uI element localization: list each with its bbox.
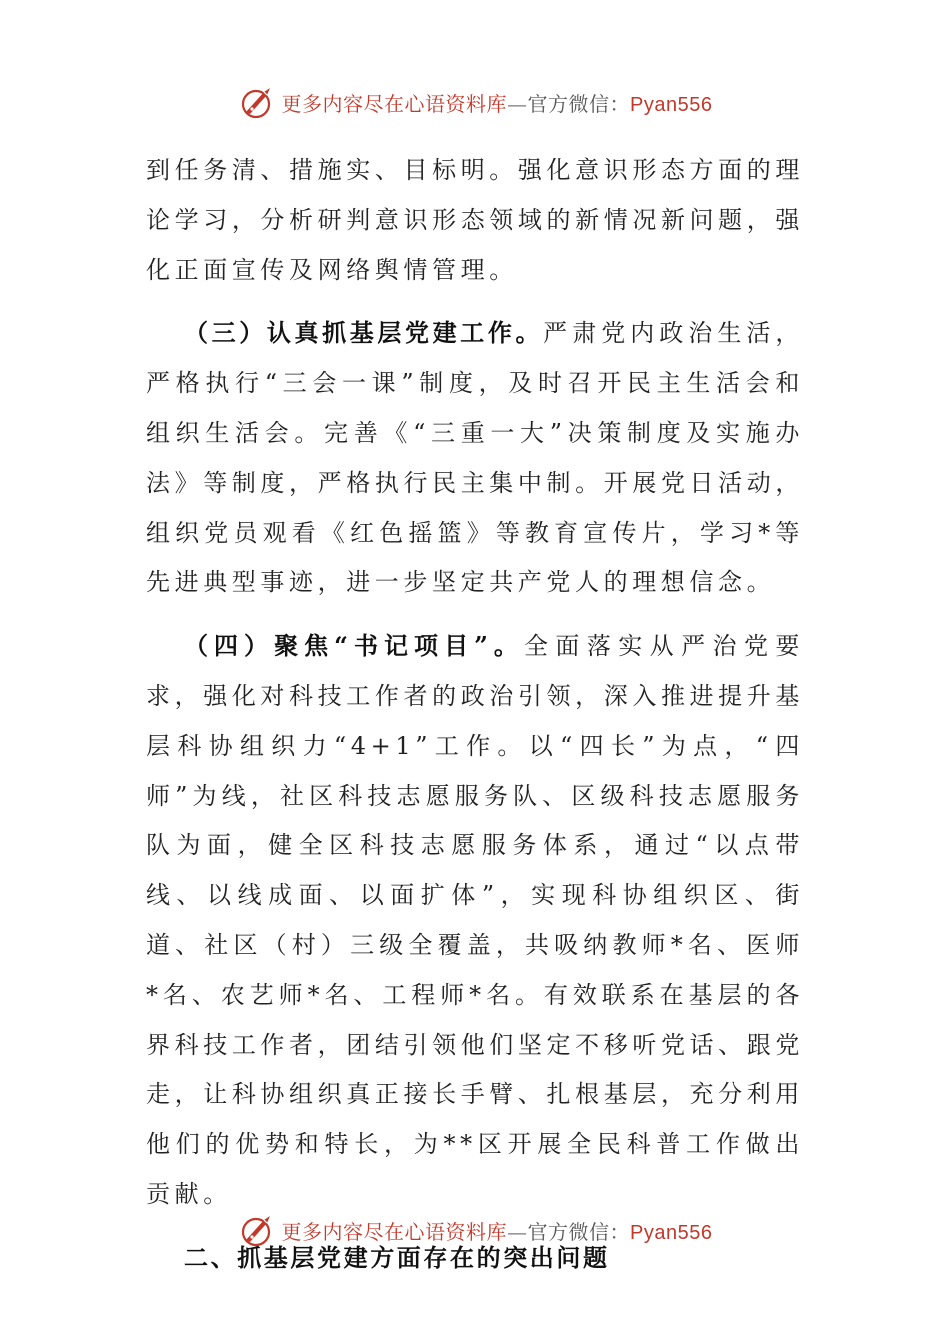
watermark-wechat-id: Pyan556 [630,93,713,116]
watermark-footer [0,1208,950,1252]
document-body [146,146,804,1283]
watermark-main-text: 更多内容尽在心语资料库 [281,1219,508,1244]
pen-nib-logo-icon [238,1210,278,1250]
paragraph-1: 到任务清、措施实、目标明。强化意识形态方面的理论学习，分析研判意识形态领域的新情况新问题，强化正面宣传及网络舆情管理。 [146,156,804,284]
watermark-label [282,1216,713,1245]
watermark-header [0,80,950,124]
paragraph-3-lead: （四）聚焦“书记项目”。 [184,631,524,661]
paragraph-3 [146,621,804,1220]
paragraph-3-body: 全面落实从严治党要求，强化对科技工作者的政治引领，深入推进提升基层科协组织力“4+1”工作。以“四长”为点，“四师”为线，社区科技志愿服务队、区级科技志愿服务队为面，健全区科技志愿服务体系，通过“以点带线、以线成面、以面扩体”，实现科协组织区、街道、社区（村）三级全覆盖，共吸纳教师*名、医师*名、农艺师*名、工程师*名。有效联系在基层的各界科技工作者，团结引领他们坚定不移听党话、跟党走，让科协组织真正接长手臂、扎根基层，充分利用他们的优势和特长，为**区开展全民科普工作做出贡献。 [146,632,804,1208]
watermark-wechat-label: 官方微信： [527,91,631,116]
watermark-separator: — [507,1219,528,1244]
watermark-wechat-label: 官方微信： [527,1219,631,1244]
watermark-separator: — [507,91,528,116]
paragraph-2 [146,308,804,608]
paragraph-2-body: 严肃党内政治生活，严格执行“三会一课”制度，及时召开民主生活会和组织生活会。完善《“三重一大”决策制度及实施办法》等制度，严格执行民主集中制。开展党日活动，组织党员观看《红色摇篮》等教育宣传片，学习*等先进典型事迹，进一步坚定共产党人的理想信念。 [146,319,804,597]
watermark-main-text: 更多内容尽在心语资料库 [281,91,508,116]
pen-nib-logo-icon [238,82,278,122]
section-heading: 二、抓基层党建方面存在的突出问题 [184,1242,610,1272]
watermark-label [282,88,713,117]
paragraph-2-lead: （三）认真抓基层党建工作。 [184,318,544,348]
watermark-wechat-id: Pyan556 [630,1221,713,1244]
